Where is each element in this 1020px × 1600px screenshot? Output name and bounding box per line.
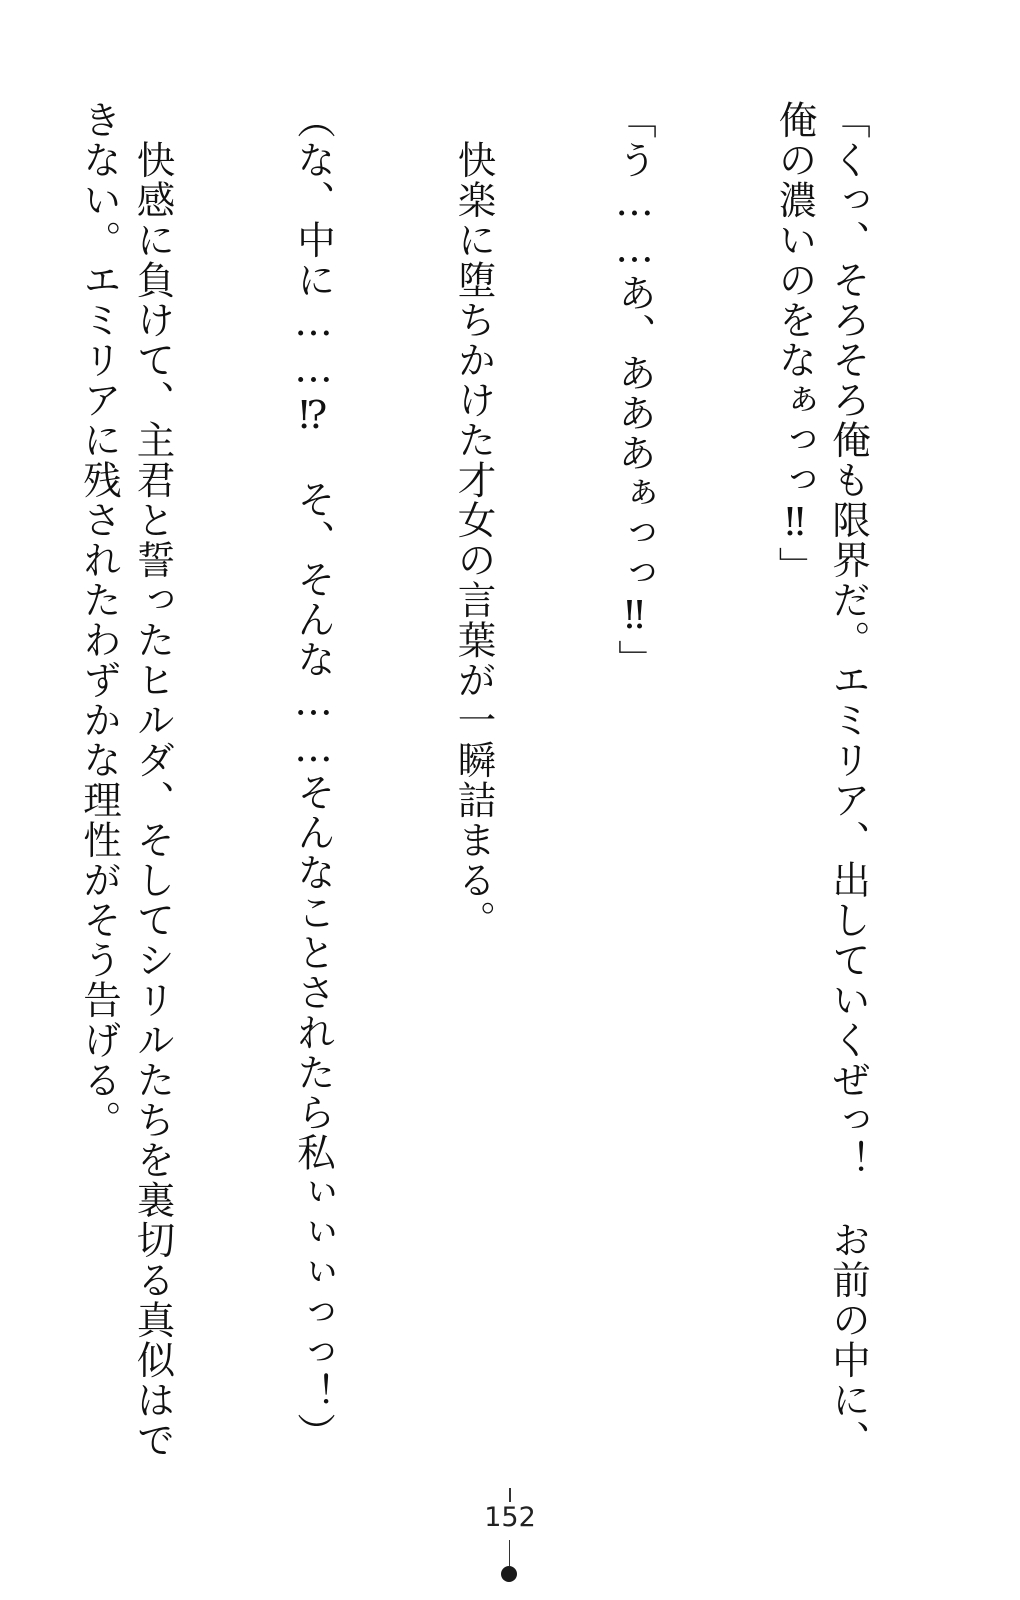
text-line: （な、中に……⁉ そ、そんな……そんなことされたら私ぃぃぃっっ！） [291, 100, 336, 1453]
text-line: 快感に負けて、主君と誓ったヒルダ、そしてシリルたちを裏切る真似はできない。エミリアに残されたわずかな理性がそう告げる。 [77, 100, 176, 1460]
page-number-rule-bottom [509, 1540, 511, 1566]
body-text [22, 100, 982, 1490]
page-dot-ornament [501, 1566, 517, 1582]
text-line: 快楽に堕ちかけた才女の言葉が一瞬詰まる。 [451, 100, 497, 940]
text-line: 「う……あ、あああぁっっ‼」 [612, 100, 657, 680]
text-line: 「くっ、そろそろ俺も限界だ。エミリア、出していくぜっ！ お前の中に、俺の濃いのをなぁっっ‼」 [772, 100, 871, 1460]
page-number: 152 [460, 1502, 560, 1534]
